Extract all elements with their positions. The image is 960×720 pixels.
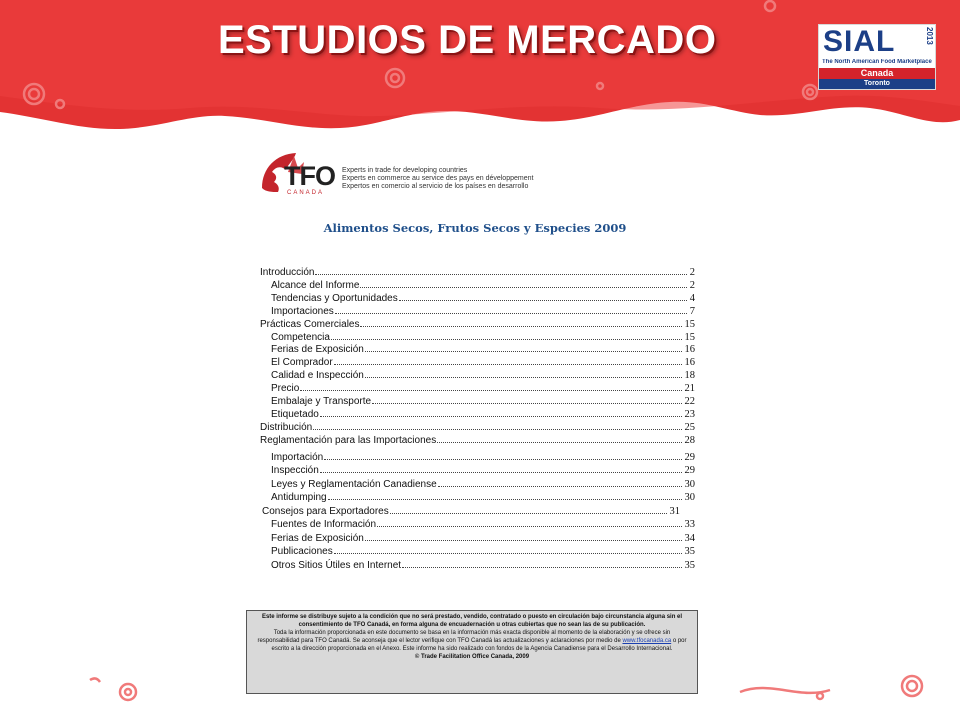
tfo-tagline: Experts in trade for developing countries bbox=[342, 167, 468, 174]
toc-entry-page: 35 bbox=[684, 546, 695, 558]
toc-entry-label: Distribución bbox=[260, 421, 313, 433]
toc-entry-page: 31 bbox=[669, 505, 680, 517]
sial-canada-logo bbox=[818, 24, 936, 90]
document-title: Alimentos Secos, Frutos Secos y Especies 2009 bbox=[323, 221, 627, 235]
toc-leader-dots bbox=[334, 355, 682, 365]
toc-leader-dots bbox=[313, 420, 681, 430]
toc-leader-dots bbox=[331, 330, 682, 340]
toc-entry-page: 34 bbox=[684, 532, 695, 544]
toc-leader-dots bbox=[334, 544, 682, 554]
toc-leader-dots bbox=[320, 407, 682, 417]
toc-entry[interactable] bbox=[260, 265, 695, 279]
copyright-line: © Trade Facilitation Office Canada, 2009 bbox=[414, 654, 530, 660]
tfo-taglines bbox=[342, 167, 533, 191]
toc-entry-label: Tendencias y Oportunidades bbox=[271, 292, 398, 304]
toc-entry-page: 2 bbox=[689, 279, 695, 291]
toc-entry-label: Ferias de Exposición bbox=[271, 532, 364, 544]
toc-entry-page: 30 bbox=[684, 492, 695, 504]
toc-leader-dots bbox=[320, 463, 682, 473]
toc-entry-page: 15 bbox=[684, 331, 695, 343]
toc-entry[interactable] bbox=[271, 477, 695, 491]
toc-leader-dots bbox=[360, 278, 686, 288]
toc-entry[interactable] bbox=[271, 531, 695, 545]
toc-entry-label: Prácticas Comerciales bbox=[260, 318, 360, 330]
toc-entry-label: Consejos para Exportadores bbox=[262, 505, 389, 517]
sial-logo-year: 2013 bbox=[925, 27, 934, 45]
toc-entry-label: Introducción bbox=[260, 267, 315, 278]
toc-entry-page: 29 bbox=[684, 451, 695, 463]
toc-leader-dots bbox=[390, 504, 667, 514]
toc-entry[interactable] bbox=[271, 463, 695, 477]
toc-entry-page: 7 bbox=[689, 305, 695, 317]
sial-logo-word: SIAL bbox=[823, 25, 896, 58]
toc-entry-label: El Comprador bbox=[271, 357, 333, 369]
toc-entry[interactable] bbox=[271, 407, 695, 421]
toc-entry[interactable] bbox=[271, 368, 695, 382]
toc-leader-dots bbox=[402, 558, 681, 568]
toc-entry[interactable] bbox=[271, 304, 695, 318]
toc-leader-dots bbox=[360, 317, 681, 327]
toc-entry-label: Reglamentación para las Importaciones bbox=[260, 434, 437, 446]
toc-entry-label: Fuentes de Información bbox=[271, 519, 377, 531]
toc-entry-page: 15 bbox=[684, 318, 695, 330]
disclaimer-text: Toda la información proporcionada en este documento se basa en la información más exacta disponible al momento de la elaboración y se ofrece sin responsabilidad para TFO Canadá. Se aconseja que el lector verifique con TFO Canadá las actualizaciones y aclaraciones por medio de bbox=[257, 630, 671, 644]
disclaimer-body bbox=[253, 629, 691, 653]
slide-title: ESTUDIOS DE MERCADO bbox=[218, 18, 717, 62]
toc-entry-page: 18 bbox=[684, 370, 695, 382]
sial-logo-tagline: The North American Food Marketplace bbox=[822, 59, 932, 65]
toc-leader-dots bbox=[315, 265, 686, 275]
disclaimer-text: o por escrito a la dirección proporcionada en el Anexo. Este informe ha sido realizado con fondos de la Agencia Canadiense para el Desarrollo Internacional. bbox=[271, 638, 687, 652]
toc-leader-dots bbox=[365, 531, 682, 541]
toc-entry-page: 30 bbox=[684, 478, 695, 490]
toc-entry[interactable] bbox=[271, 278, 695, 292]
toc-entry-page: 21 bbox=[684, 383, 695, 395]
footer-decoration bbox=[0, 660, 960, 720]
toc-entry-page: 33 bbox=[684, 519, 695, 531]
toc-entry-page: 2 bbox=[689, 267, 695, 278]
tfo-logo-sub: CANADA bbox=[287, 190, 325, 196]
toc-entry[interactable] bbox=[271, 330, 695, 344]
toc-leader-dots bbox=[328, 490, 682, 500]
toc-entry-page: 29 bbox=[684, 465, 695, 477]
toc-entry-page: 4 bbox=[689, 292, 695, 304]
toc-leader-dots bbox=[324, 450, 681, 460]
toc-entry-label: Importaciones bbox=[271, 305, 334, 317]
toc-leader-dots bbox=[438, 477, 682, 487]
toc-leader-dots bbox=[377, 517, 681, 527]
toc-entry-label: Etiquetado bbox=[271, 408, 319, 420]
toc-entry-label: Competencia bbox=[271, 331, 330, 343]
toc-entry-page: 22 bbox=[684, 396, 695, 407]
toc-entry-label: Calidad e Inspección bbox=[271, 370, 364, 382]
toc-leader-dots bbox=[399, 291, 687, 301]
toc-entry-label: Precio bbox=[271, 383, 300, 395]
toc-entry[interactable] bbox=[271, 381, 695, 395]
toc-entry-label: Inspección bbox=[271, 465, 319, 477]
toc-entry-label: Embalaje y Transporte bbox=[271, 396, 372, 407]
toc-entry-label: Importación bbox=[271, 451, 324, 463]
toc-entry[interactable] bbox=[271, 544, 695, 558]
toc-leader-dots bbox=[300, 381, 681, 391]
toc-entry[interactable] bbox=[271, 517, 695, 531]
tfo-logo-word: TFO bbox=[284, 161, 335, 191]
tfo-tagline: Experts en commerce au service des pays en développement bbox=[342, 175, 534, 182]
toc-leader-dots bbox=[365, 368, 682, 378]
toc-entry-page: 16 bbox=[684, 357, 695, 369]
toc-entry[interactable] bbox=[260, 317, 695, 331]
toc-entry[interactable] bbox=[271, 490, 695, 504]
toc-entry[interactable] bbox=[271, 342, 695, 356]
toc-entry-page: 23 bbox=[684, 408, 695, 420]
toc-entry[interactable] bbox=[271, 291, 695, 305]
toc-entry-page: 35 bbox=[684, 559, 695, 571]
toc-entry-label: Antidumping bbox=[271, 492, 327, 504]
toc-entry-label: Publicaciones bbox=[271, 546, 333, 558]
sial-logo-city: Toronto bbox=[819, 79, 935, 89]
toc-entry-page: 28 bbox=[684, 434, 695, 446]
toc-entry-label: Alcance del Informe bbox=[271, 279, 360, 291]
toc-entry-label: Ferias de Exposición bbox=[271, 344, 364, 356]
toc-entry[interactable] bbox=[260, 433, 695, 447]
toc-entry-page: 16 bbox=[684, 344, 695, 356]
sial-logo-country: Canada bbox=[819, 68, 935, 79]
toc-entry[interactable] bbox=[271, 450, 695, 464]
toc-entry[interactable] bbox=[271, 558, 695, 572]
toc-entry[interactable] bbox=[271, 394, 695, 408]
toc-leader-dots bbox=[335, 304, 687, 314]
disclaimer-bold-text: Este informe se distribuye sujeto a la condición que no será prestado, vendido, contratado o puesto en circulación bajo circunstancia alguna sin el consentimiento de TFO Canadá, en forma alguna de encuadernación u otras cubiertas que no sean las de su publicación. bbox=[261, 614, 683, 628]
toc-entry[interactable] bbox=[262, 504, 680, 518]
toc-leader-dots bbox=[437, 433, 681, 443]
toc-leader-dots bbox=[372, 394, 681, 404]
toc-entry[interactable] bbox=[260, 420, 695, 434]
tfocanada-link[interactable]: www.tfocanada.ca bbox=[622, 638, 672, 644]
toc-leader-dots bbox=[365, 342, 682, 352]
toc-entry-label: Otros Sitios Útiles en Internet bbox=[271, 559, 402, 571]
toc-entry-label: Leyes y Reglamentación Canadiense bbox=[271, 478, 437, 490]
toc-entry[interactable] bbox=[271, 355, 695, 369]
tfo-tagline: Expertos en comercio al servicio de los países en desarrollo bbox=[342, 183, 529, 190]
toc-entry-page: 25 bbox=[684, 421, 695, 433]
